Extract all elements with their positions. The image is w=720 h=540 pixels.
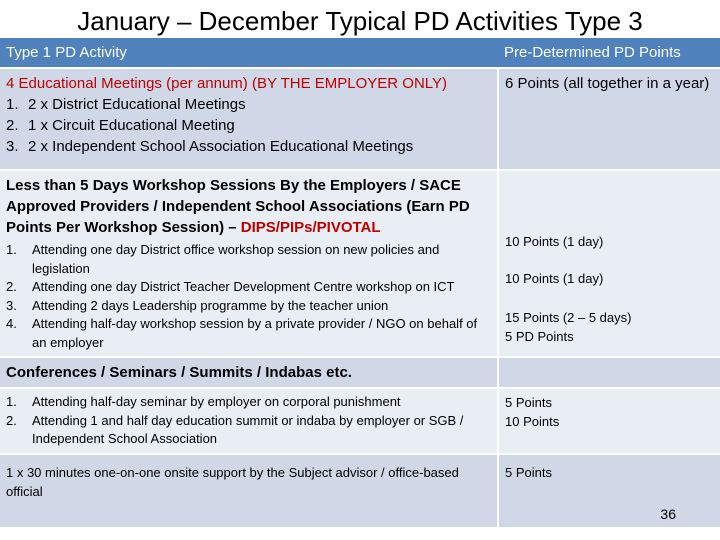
activity-cell — [0, 68, 498, 170]
points-cell: 5 Points — [498, 454, 720, 528]
table-row — [0, 454, 720, 528]
points-value: 5 Points — [505, 395, 552, 410]
empty-cell — [498, 357, 720, 388]
points-value: 10 Points (1 day) — [505, 271, 604, 286]
section-heading: Conferences / Seminars / Summits / Indabas etc. — [0, 357, 498, 388]
list-item: 1. Attending one day District office workshop session on new policies and legislation — [6, 242, 440, 276]
page-number: 36 — [660, 506, 676, 522]
table-row — [0, 170, 720, 357]
activity-cell — [0, 170, 498, 357]
list-item: 1. Attending half-day seminar by employer on corporal punishment — [6, 394, 401, 409]
table-row — [0, 357, 720, 388]
activity-cell: 1 x 30 minutes one-on-one onsite support by the Subject advisor / office-based official — [0, 454, 498, 528]
list-item: 2. Attending 1 and half day education summit or indaba by employer or SGB / Independent School Association — [6, 412, 464, 446]
activity-list — [6, 393, 491, 449]
activity-list — [6, 241, 491, 352]
points-cell — [498, 388, 720, 454]
header-points: Pre-Determined PD Points — [498, 38, 720, 68]
row-heading: Less than 5 Days Workshop Sessions By the Employers / SACE Approved Providers / Independent School Associations (Earn PD Points Per Workshop Session) – DIPS/PIPs/PIVOTAL — [6, 177, 470, 236]
table-row — [0, 388, 720, 454]
points-value: 10 Points — [505, 414, 560, 429]
list-item: 2. 1 x Circuit Educational Meeting — [6, 117, 235, 134]
list-item: 2. Attending one day District Teacher Development Centre workshop on ICT — [6, 279, 455, 294]
row-heading: 4 Educational Meetings (per annum) (BY THE EMPLOYER ONLY) — [6, 75, 448, 92]
activity-list — [6, 94, 491, 157]
list-item: 3. 2 x Independent School Association Educational Meetings — [6, 138, 414, 155]
table-header-row — [0, 38, 720, 68]
points-value: 5 PD Points — [505, 329, 574, 344]
list-item: 1. 2 x District Educational Meetings — [6, 96, 246, 113]
points-cell — [498, 170, 720, 357]
activity-cell — [0, 388, 498, 454]
pd-activities-table — [0, 38, 720, 529]
points-value: 10 Points (1 day) — [505, 234, 604, 249]
table-row — [0, 68, 720, 170]
list-item: 3. Attending 2 days Leadership programme by the teacher union — [6, 297, 389, 313]
header-activity: Type 1 PD Activity — [0, 38, 498, 68]
points-value: 15 Points (2 – 5 days) — [505, 310, 632, 325]
points-cell: 6 Points (all together in a year) — [498, 68, 720, 170]
list-item: 4. Attending half-day workshop session by a private provider / NGO on behalf of an employer — [6, 316, 478, 350]
slide-title: January – December Typical PD Activities Type 3 — [77, 6, 643, 36]
